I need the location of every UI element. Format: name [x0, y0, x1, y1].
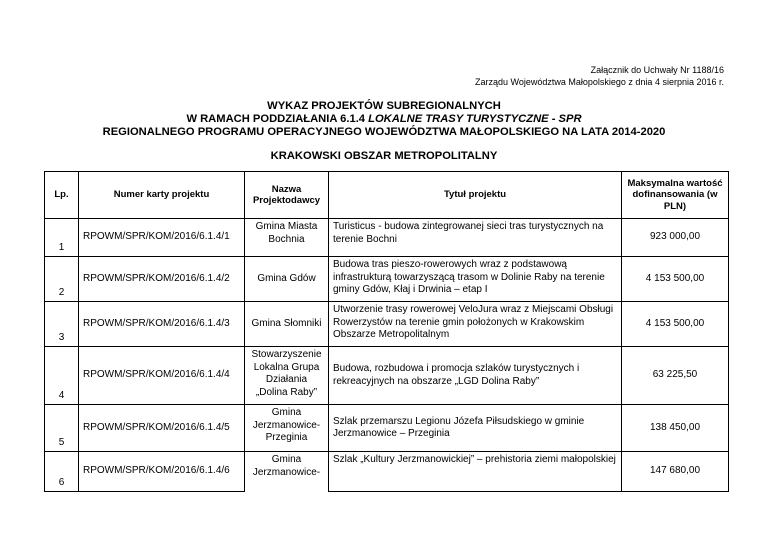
cell-lp: 5 [45, 405, 79, 452]
cell-number: RPOWM/SPR/KOM/2016/6.1.4/6 [79, 452, 245, 492]
projects-table [44, 171, 729, 492]
cell-title: Utworzenie trasy rowerowej VeloJura wraz z Miejscami Obsługi Rowerzystów na terenie gmin położonych w Krakowskim Obszarze Metropolitalnym [329, 302, 622, 347]
cell-title: Szlak „Kultury Jerzmanowickiej” – prehistoria ziemi małopolskiej [329, 452, 622, 492]
heading-line-3: REGIONALNEGO PROGRAMU OPERACYJNEGO WOJEWÓDZTWA MAŁOPOLSKIEGO NA LATA 2014-2020 [102, 126, 666, 138]
table-header-row [45, 172, 729, 219]
table-row [45, 347, 729, 405]
heading-line-2-prefix: W RAMACH PODDZIAŁANIA 6.1.4 [186, 113, 369, 125]
heading-line-1: WYKAZ PROJEKTÓW SUBREGIONALNYCH [267, 100, 501, 112]
attachment-note [475, 64, 724, 88]
cell-beneficiary: Gmina Jerzmanowice-Przeginia [245, 405, 329, 452]
table-row [45, 219, 729, 257]
document-heading [0, 100, 768, 139]
table-row [45, 257, 729, 302]
cell-beneficiary: Gmina Słomniki [245, 302, 329, 347]
cell-number: RPOWM/SPR/KOM/2016/6.1.4/2 [79, 257, 245, 302]
header-title: Tytuł projektu [329, 172, 622, 219]
cell-title: Budowa tras pieszo-rowerowych wraz z podstawową infrastrukturą towarzyszącą trasom w Dolinie Raby na terenie gminy Gdów, Kłaj i Drwinia – etap I [329, 257, 622, 302]
header-amount: Maksymalna wartość dofinansowania (w PLN) [622, 172, 729, 219]
cell-number: RPOWM/SPR/KOM/2016/6.1.4/4 [79, 347, 245, 405]
cell-amount: 147 680,00 [622, 452, 729, 492]
cell-title: Budowa, rozbudowa i promocja szlaków turystycznych i rekreacyjnych na obszarze „LGD Dolina Raby” [329, 347, 622, 405]
cell-lp: 4 [45, 347, 79, 405]
cell-amount: 923 000,00 [622, 219, 729, 257]
table-row [45, 302, 729, 347]
heading-line-2 [0, 113, 768, 126]
cell-beneficiary: Gmina Jerzmanowice- [245, 452, 329, 492]
cell-number: RPOWM/SPR/KOM/2016/6.1.4/3 [79, 302, 245, 347]
attachment-line-1: Załącznik do Uchwały Nr 1188/16 [590, 65, 724, 75]
cell-lp: 2 [45, 257, 79, 302]
cell-amount: 4 153 500,00 [622, 302, 729, 347]
cell-number: RPOWM/SPR/KOM/2016/6.1.4/1 [79, 219, 245, 257]
header-beneficiary: Nazwa Projektodawcy [245, 172, 329, 219]
table-row [45, 405, 729, 452]
attachment-line-2: Zarządu Województwa Małopolskiego z dnia 4 sierpnia 2016 r. [475, 77, 724, 87]
cell-amount: 138 450,00 [622, 405, 729, 452]
cell-lp: 3 [45, 302, 79, 347]
table-row [45, 452, 729, 492]
cell-beneficiary: Gmina Miasta Bochnia [245, 219, 329, 257]
cell-lp: 6 [45, 452, 79, 492]
header-number: Numer karty projektu [79, 172, 245, 219]
cell-amount: 4 153 500,00 [622, 257, 729, 302]
cell-title: Turisticus - budowa zintegrowanej sieci tras turystycznych na terenie Bochni [329, 219, 622, 257]
cell-amount: 63 225,50 [622, 347, 729, 405]
cell-title: Szlak przemarszu Legionu Józefa Piłsudskiego w gminie Jerzmanowice – Przeginia [329, 405, 622, 452]
cell-lp: 1 [45, 219, 79, 257]
cell-beneficiary: Gmina Gdów [245, 257, 329, 302]
header-lp: Lp. [45, 172, 79, 219]
heading-line-2-italic: LOKALNE TRASY TURYSTYCZNE - SPR [368, 113, 582, 125]
region-title: KRAKOWSKI OBSZAR METROPOLITALNY [270, 150, 498, 162]
cell-beneficiary: Stowarzyszenie Lokalna Grupa Działania „Dolina Raby” [245, 347, 329, 405]
cell-number: RPOWM/SPR/KOM/2016/6.1.4/5 [79, 405, 245, 452]
